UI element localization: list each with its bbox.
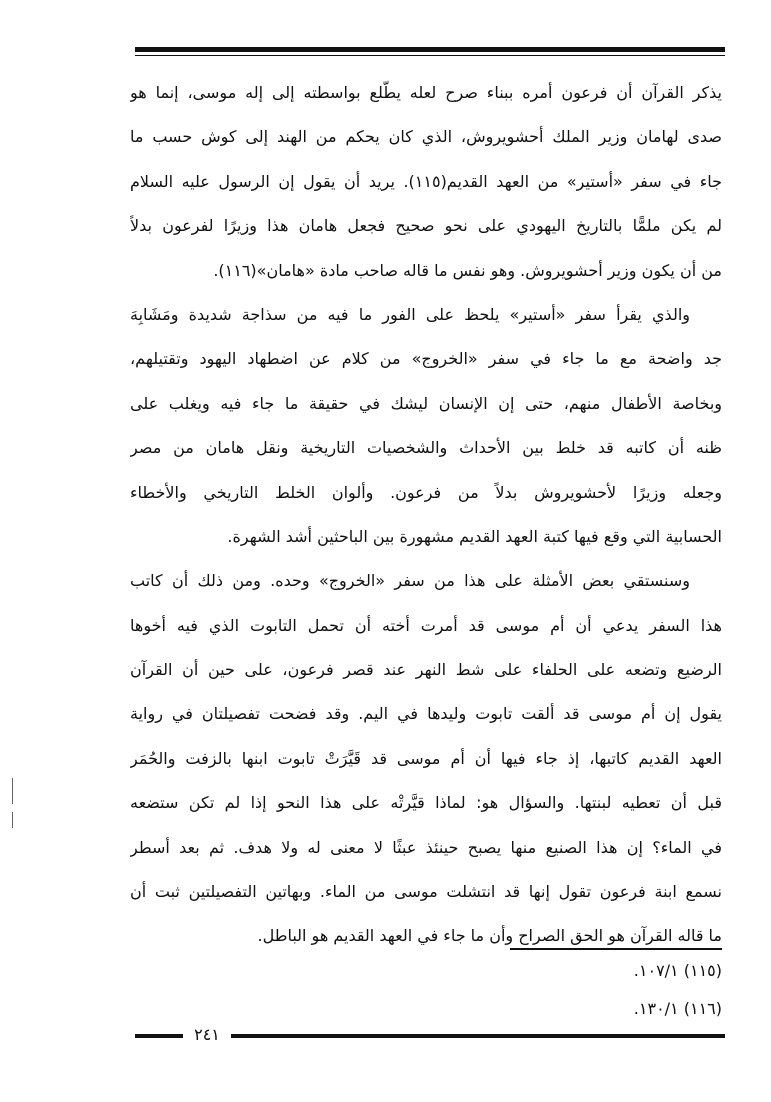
margin-mark bbox=[12, 778, 13, 804]
text-line: وجعله وزيرًا لأحشويروش بدلاً من فرعون. وألوان الخلط التاريخي والأخطاء bbox=[130, 482, 722, 502]
footnotes bbox=[422, 958, 722, 1034]
text-line: هذا السفر يدعي أن أم موسى قد أمرت أخته أن تحمل التابوت الذي فيه أخوها bbox=[130, 615, 722, 635]
page-footer bbox=[135, 1024, 725, 1046]
text-line: ما قاله القرآن هو الحق الصراح وأن ما جاء في العهد القديم هو الباطل. bbox=[257, 926, 722, 946]
text-line: جد واضحة مع ما جاء في سفر «الخروج» من كلام عن اضطهاد اليهود وتقتيلهم، bbox=[130, 349, 722, 369]
text-line: في الماء؟ إن هذا الصنيع منها يصبح حينئذ عبثًا لا معنى له ولا هدف. ثم بعد أسطر bbox=[130, 837, 722, 857]
text-line: وبخاصة الأطفال منهم، حتى إن الإنسان ليشك في حقيقة ما جاء فيه ويغلب على bbox=[130, 393, 722, 413]
body-text bbox=[130, 78, 722, 966]
text-line: العهد القديم كاتبها، إذ جاء فيها أن أم موسى قد قَيَّرَتْ تابوت ابنها بالزفت والحُمَر bbox=[130, 748, 722, 768]
text-line: قبل أن تعطيه لبنتها. والسؤال هو: لماذا قيَّرتْه على هذا النحو إذا لم تكن ستضعه bbox=[130, 793, 722, 813]
text-line: الحسابية التي وقع فيها كتبة العهد القديم مشهورة بين الباحثين أشد الشهرة. bbox=[227, 526, 722, 546]
footnote-rule bbox=[510, 948, 722, 950]
text-line: الرضيع وتضعه على الحلفاء على شط النهر عند قصر فرعون، على حين أن القرآن bbox=[130, 660, 722, 680]
margin-mark bbox=[12, 812, 13, 828]
text-line: من أن يكون وزير أحشويروش. وهو نفس ما قاله صاحب مادة «هامان»(١١٦). bbox=[213, 260, 722, 280]
text-line: يقول إن أم موسى قد ألقت تابوت وليدها في اليم. وقد فضحت تفصيلتان في رواية bbox=[130, 704, 722, 724]
footer-rule bbox=[135, 1034, 183, 1038]
text-line: لم يكن ملمًّا بالتاريخ اليهودي على نحو صحيح فجعل هامان هذا وزيرًا لفرعون بدلاً bbox=[130, 216, 722, 236]
footnote: (١١٥) ١٠٧/١. bbox=[633, 961, 722, 980]
text-line: والذي يقرأ سفر «أستير» يلحظ على الفور ما فيه من سذاجة شديدة ومَشَابِهَ bbox=[130, 304, 690, 324]
top-rule bbox=[135, 47, 725, 52]
footnote: (١١٦) ١٣٠/١. bbox=[633, 999, 722, 1018]
text-line: جاء في سفر «أستير» من العهد القديم(١١٥). يريد أن يقول إن الرسول عليه السلام bbox=[130, 171, 722, 191]
top-rule-thin bbox=[135, 55, 725, 56]
page-number: ٢٤١ bbox=[194, 1025, 220, 1044]
text-line: ظنه أن كاتبه قد خلط بين الأحداث والشخصيات التاريخية ونقل هامان من مصر bbox=[130, 438, 722, 458]
footer-rule bbox=[231, 1034, 725, 1038]
text-line: صدى لهامان وزير الملك أحشويروش، الذي كان يحكم من الهند إلى كوش حسب ما bbox=[130, 127, 722, 147]
text-line: نسمع ابنة فرعون تقول إنها قد انتشلت موسى من الماء. وبهاتين التفصيلتين ثبت أن bbox=[130, 882, 722, 902]
text-line: وسنستقي بعض الأمثلة على هذا من سفر «الخروج» وحده. ومن ذلك أن كاتب bbox=[130, 571, 690, 591]
text-line: يذكر القرآن أن فرعون أمره ببناء صرح لعله يطّلع بواسطته إلى إله موسى، إنما هو bbox=[130, 83, 722, 102]
